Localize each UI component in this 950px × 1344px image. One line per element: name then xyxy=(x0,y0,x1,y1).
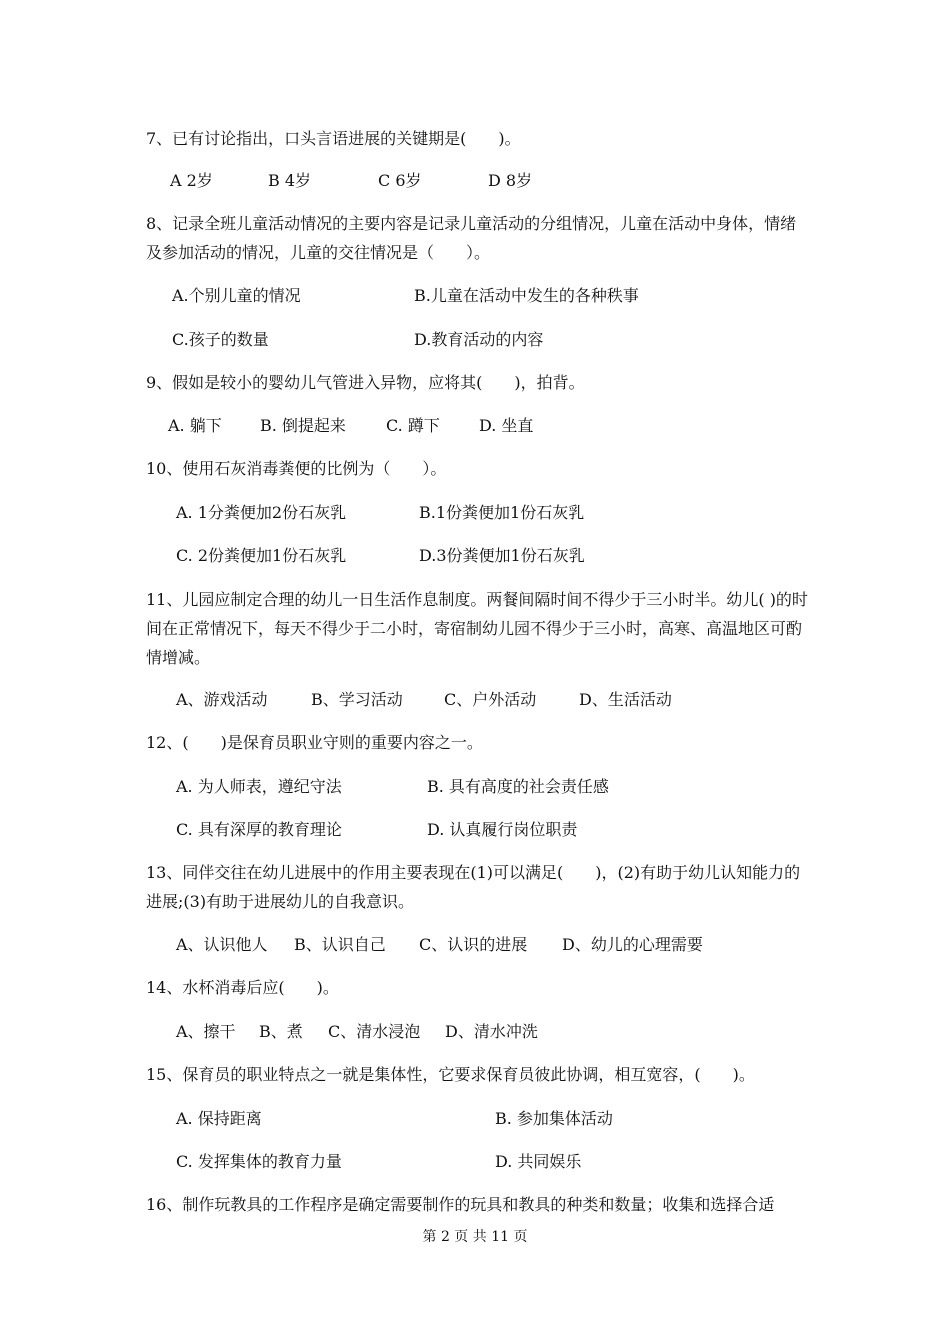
question-9-option-c: C. 蹲下 xyxy=(386,416,440,435)
question-8-option-c: C.孩子的数量 xyxy=(172,330,269,349)
question-8-option-b: B.儿童在活动中发生的各种秩事 xyxy=(414,286,639,305)
question-10-option-d: D.3份粪便加1份石灰乳 xyxy=(419,546,585,565)
question-9-option-d: D. 坐直 xyxy=(479,416,534,435)
question-15-option-b: B. 参加集体活动 xyxy=(495,1109,613,1128)
question-7-option-c: C 6岁 xyxy=(378,171,422,190)
question-15-option-c: C. 发挥集体的教育力量 xyxy=(176,1152,342,1171)
question-10-option-c: C. 2份粪便加1份石灰乳 xyxy=(176,546,347,565)
question-12-option-c: C. 具有深厚的教育理论 xyxy=(176,820,342,839)
question-11-option-d: D、生活活动 xyxy=(579,690,672,709)
question-12-stem: 12、( )是保育员职业守则的重要内容之一。 xyxy=(146,733,483,752)
question-13-option-d: D、幼儿的心理需要 xyxy=(562,935,703,954)
question-9-option-a: A. 躺下 xyxy=(168,416,222,435)
page-footer: 第 2 页 共 11 页 xyxy=(422,1229,528,1245)
question-13-option-c: C、认识的进展 xyxy=(419,935,528,954)
question-10-option-b: B.1份粪便加1份石灰乳 xyxy=(419,503,585,522)
question-7-stem: 7、已有讨论指出，口头言语进展的关键期是( )。 xyxy=(146,129,521,148)
question-15-option-d: D. 共同娱乐 xyxy=(495,1152,582,1171)
question-7-option-b: B 4岁 xyxy=(268,171,312,190)
question-14-option-b: B、煮 xyxy=(259,1022,303,1041)
question-10-option-a: A. 1分粪便加2份石灰乳 xyxy=(176,503,347,522)
question-10-stem: 10、使用石灰消毒粪便的比例为（ ）。 xyxy=(146,459,447,478)
question-11-stem: 11、儿园应制定合理的幼儿一日生活作息制度。两餐间隔时间不得少于三小时半。幼儿( )的时间在正常情况下，每天不得少于二小时，寄宿制幼儿园不得少于三小时，高寒、高温地区可酌情增减。 xyxy=(146,590,808,667)
question-15-option-a: A. 保持距离 xyxy=(176,1109,262,1128)
question-9-option-b: B. 倒提起来 xyxy=(260,416,346,435)
question-13-option-b: B、认识自己 xyxy=(294,935,386,954)
question-12-option-b: B. 具有高度的社会责任感 xyxy=(427,777,609,796)
question-12-option-d: D. 认真履行岗位职责 xyxy=(427,820,578,839)
question-14-option-d: D、清水冲洗 xyxy=(445,1022,538,1041)
question-8-option-d: D.教育活动的内容 xyxy=(414,330,544,349)
question-14-option-c: C、清水浸泡 xyxy=(328,1022,421,1041)
question-8-option-a: A.个别儿童的情况 xyxy=(172,286,301,305)
question-13-option-a: A、认识他人 xyxy=(176,935,268,954)
question-15-stem: 15、保育员的职业特点之一就是集体性，它要求保育员彼此协调，相互宽容，( )。 xyxy=(146,1065,755,1084)
question-7-option-d: D 8岁 xyxy=(488,171,533,190)
question-11-option-b: B、学习活动 xyxy=(311,690,403,709)
question-14-option-a: A、擦干 xyxy=(176,1022,236,1041)
question-11-option-a: A、游戏活动 xyxy=(176,690,268,709)
question-12-option-a: A. 为人师表，遵纪守法 xyxy=(176,777,342,796)
question-14-stem: 14、水杯消毒后应( )。 xyxy=(146,978,339,997)
question-7-option-a: A 2岁 xyxy=(170,171,213,190)
question-9-stem: 9、假如是较小的婴幼儿气管进入异物，应将其( )，拍背。 xyxy=(146,373,585,392)
question-8-stem: 8、记录全班儿童活动情况的主要内容是记录儿童活动的分组情况，儿童在活动中身体，情绪及参加活动的情况，儿童的交往情况是（ ）。 xyxy=(146,214,797,262)
question-13-stem: 13、同伴交往在幼儿进展中的作用主要表现在(1)可以满足( )，(2)有助于幼儿认知能力的进展;(3)有助于进展幼儿的自我意识。 xyxy=(146,863,801,911)
question-11-option-c: C、户外活动 xyxy=(444,690,537,709)
question-16-stem: 16、制作玩教具的工作程序是确定需要制作的玩具和教具的种类和数量；收集和选择合适 xyxy=(146,1195,775,1214)
